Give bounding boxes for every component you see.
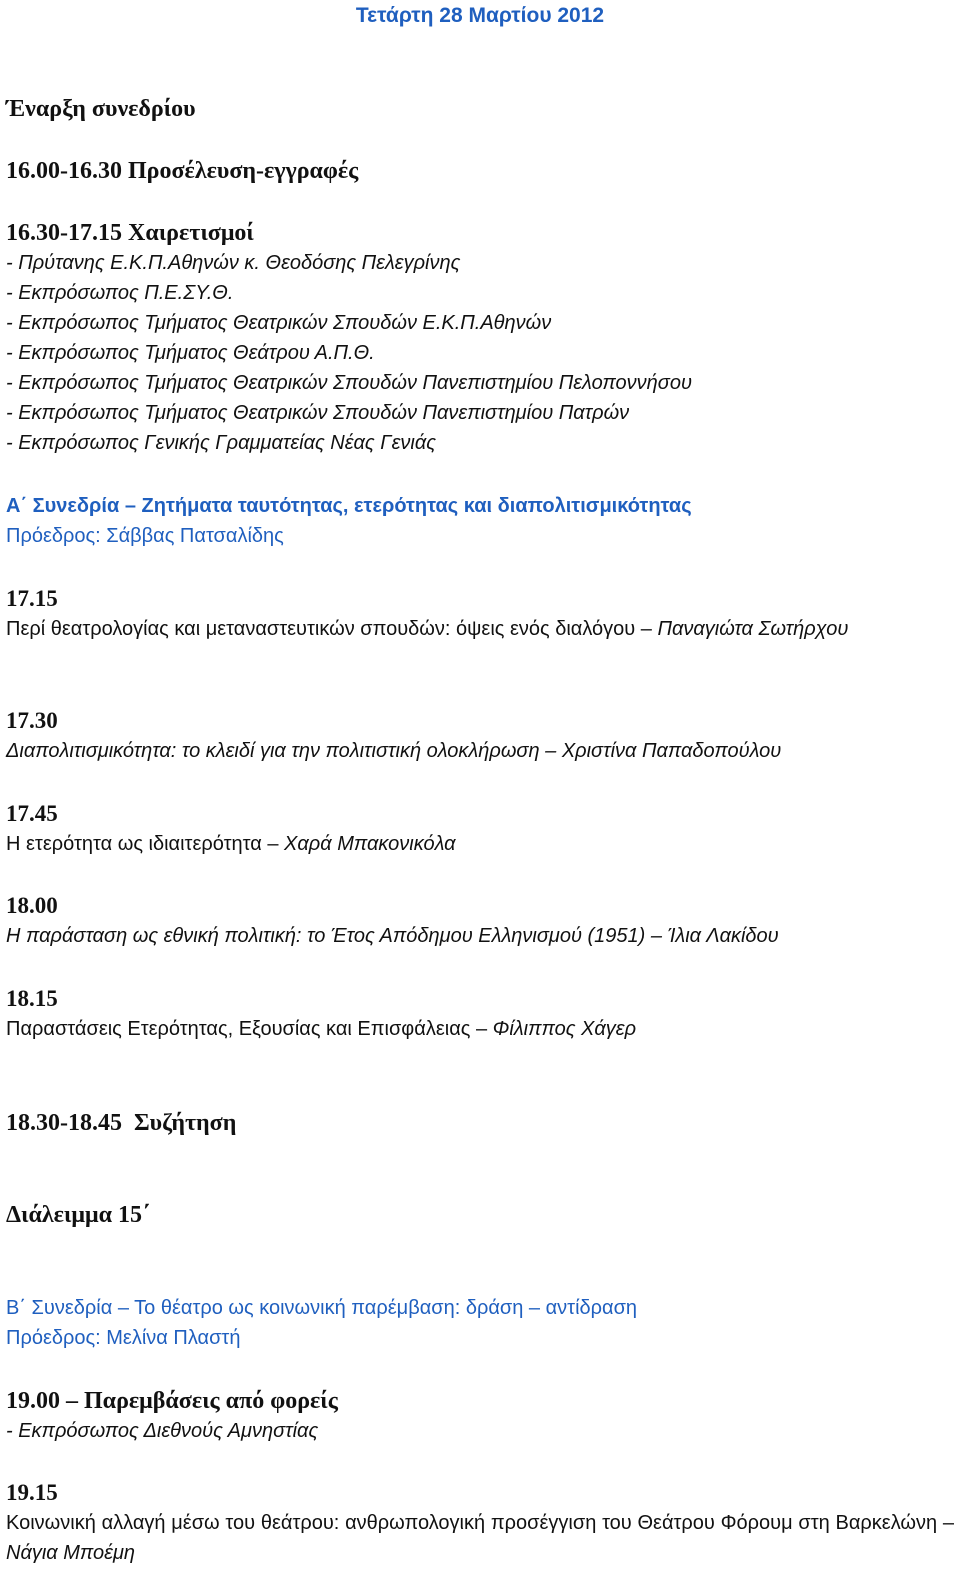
session-b-title: Β΄ Συνεδρία – Το θέατρο ως κοινωνική παρέμβαση: δράση – αντίδραση: [6, 1297, 638, 1319]
greeting-item: - Εκπρόσωπος Τμήματος Θεατρικών Σπουδών Πανεπιστημίου Πατρών: [6, 402, 630, 424]
opening-title: Έναρξη συνεδρίου: [6, 96, 196, 122]
talk-speaker: Ίλια Λακίδου: [667, 925, 779, 947]
talk-speaker: Νάγια Μποέμη: [6, 1542, 136, 1564]
session-a-chair: Πρόεδρος: Σάββας Πατσαλίδης: [6, 525, 284, 547]
greeting-item: - Εκπρόσωπος Τμήματος Θεατρικών Σπουδών Πανεπιστημίου Πελοποννήσου: [6, 372, 692, 394]
talk-time: 19.15: [6, 1480, 58, 1505]
talk-item: [6, 706, 954, 766]
discussion-time: 18.30-18.45 Συζήτηση: [6, 1110, 237, 1136]
interventions-title: 19.00 – Παρεμβάσεις από φορείς: [6, 1388, 338, 1414]
talk-title: Διαπολιτισμικότητα: το κλειδί για την πολιτιστική ολοκλήρωση –: [6, 740, 562, 762]
greetings-title: 16.30-17.15 Χαιρετισμοί: [6, 220, 254, 246]
talk-time: 18.15: [6, 986, 58, 1011]
talk-item: [6, 891, 954, 951]
greeting-item: - Εκπρόσωπος Τμήματος Θεάτρου Α.Π.Θ.: [6, 342, 375, 364]
talk-text: [6, 614, 954, 644]
program-date: Τετάρτη 28 Μαρτίου 2012: [355, 4, 605, 27]
talk-item: [6, 584, 954, 644]
talk-title: Η ετερότητα ως ιδιαιτερότητα –: [6, 833, 285, 855]
break-title: Διάλειμμα 15΄: [6, 1202, 150, 1228]
talk-speaker: Φίλιππος Χάγερ: [492, 1018, 637, 1040]
talk-time: 17.15: [6, 586, 58, 611]
talk-speaker: Χαρά Μπακονικόλα: [284, 833, 456, 855]
interventions-section: [6, 1386, 954, 1446]
talk-time: 17.45: [6, 801, 58, 826]
talk-text: [6, 1014, 954, 1044]
talk-speaker: Χριστίνα Παπαδοπούλου: [561, 740, 782, 762]
talk-text: [6, 736, 954, 766]
talk-time: 17.30: [6, 708, 58, 733]
intervention-item: - Εκπρόσωπος Διεθνούς Αμνηστίας: [6, 1420, 319, 1442]
talk-title: Περί θεατρολογίας και μεταναστευτικών σπουδών: όψεις ενός διαλόγου –: [6, 618, 658, 640]
talk-text: [6, 1508, 954, 1568]
session-a-header: [6, 491, 954, 551]
session-b-chair: Πρόεδρος: Μελίνα Πλαστή: [6, 1327, 241, 1349]
greeting-item: - Εκπρόσωπος Γενικής Γραμματείας Νέας Γενιάς: [6, 432, 436, 454]
session-a-title: Α΄ Συνεδρία – Ζητήματα ταυτότητας, ετερότητας και διαπολιτισμικότητας: [6, 495, 692, 517]
talk-title: Η παράσταση ως εθνική πολιτική: το Έτος Απόδημου Ελληνισμού (1951) –: [6, 925, 668, 947]
session-b-header: [6, 1293, 954, 1353]
talk-text: [6, 829, 954, 859]
talk-item: [6, 984, 954, 1044]
talk-title: Κοινωνική αλλαγή μέσω του θεάτρου: ανθρωπολογική προσέγγιση του Θεάτρου Φόρουμ στη Βαρκελώνη –: [6, 1512, 954, 1534]
talk-text: [6, 921, 954, 951]
talk-item: [6, 799, 954, 859]
talk-title: Παραστάσεις Ετερότητας, Εξουσίας και Επισφάλειας –: [6, 1018, 493, 1040]
talk-time: 18.00: [6, 893, 58, 918]
greeting-item: - Πρύτανης Ε.Κ.Π.Αθηνών κ. Θεοδόσης Πελεγρίνης: [6, 252, 461, 274]
arrival-time: 16.00-16.30 Προσέλευση-εγγραφές: [6, 158, 359, 184]
greeting-item: - Εκπρόσωπος Π.Ε.ΣΥ.Θ.: [6, 282, 234, 304]
greetings-section: [6, 218, 954, 458]
greeting-item: - Εκπρόσωπος Τμήματος Θεατρικών Σπουδών Ε.Κ.Π.Αθηνών: [6, 312, 552, 334]
talk-item: [6, 1478, 954, 1568]
talk-speaker: Παναγιώτα Σωτήρχου: [657, 618, 849, 640]
